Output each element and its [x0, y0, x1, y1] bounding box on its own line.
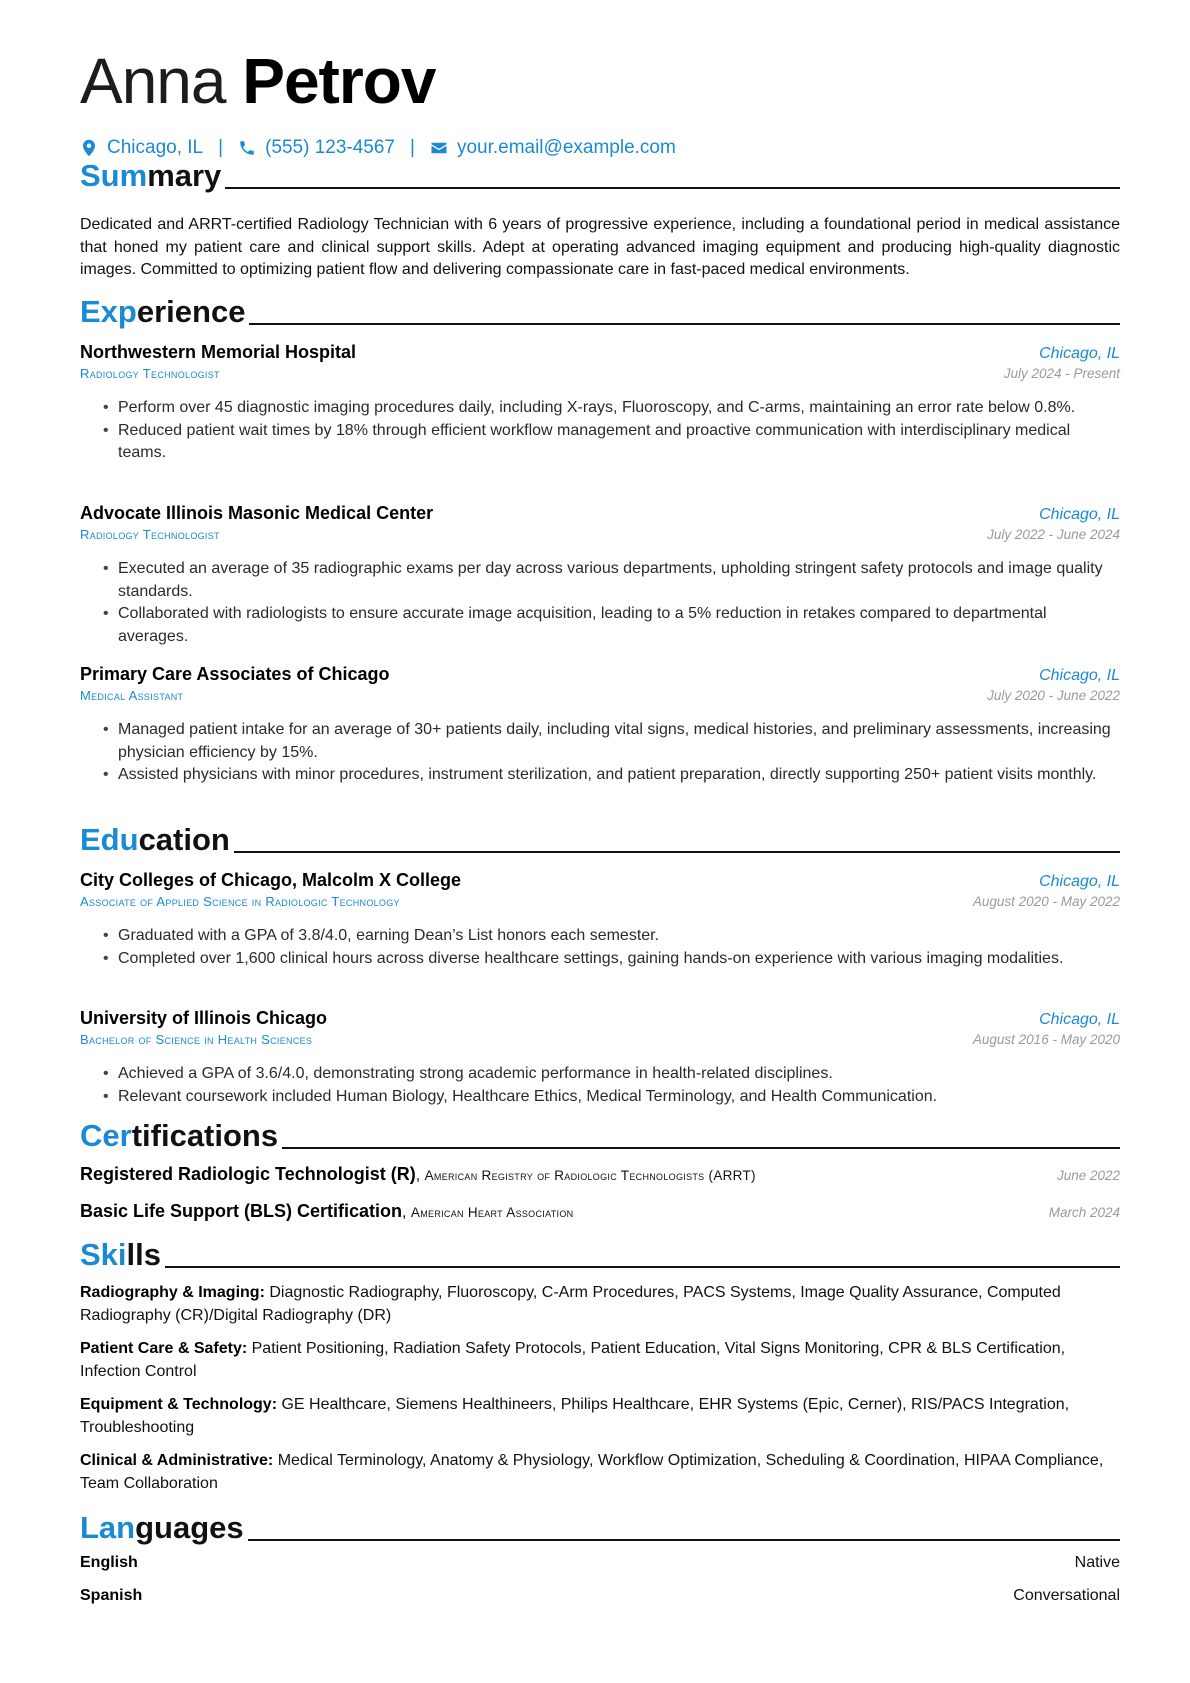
- section-heading-experience: [80, 294, 1120, 330]
- contact-location: [80, 137, 203, 159]
- section-divider: [234, 851, 1120, 853]
- section-title-rest: erience: [136, 294, 246, 329]
- candidate-name: [80, 42, 435, 120]
- skill-list: Patient Positioning, Radiation Safety Protocols, Patient Education, Vital Signs Monitoring, CPR & BLS Certification, Infection Control: [80, 1340, 1066, 1380]
- job-dates: July 2024 - Present: [1003, 366, 1120, 381]
- school-location: Chicago, IL: [1039, 873, 1120, 890]
- section-title: [80, 1237, 161, 1273]
- section-title-rest: lls: [126, 1237, 161, 1272]
- degree-title: Bachelor of Science in Health Sciences: [80, 1032, 313, 1047]
- skill-list: Diagnostic Radiography, Fluoroscopy, C-Arm Procedures, PACS Systems, Image Quality Assurance, Computed Radiography (CR)/Digital Radiography (DR): [80, 1284, 1061, 1324]
- location-text: Chicago, IL: [107, 137, 204, 158]
- section-title: [80, 1510, 244, 1546]
- skill-label: Patient Care & Safety:: [80, 1340, 248, 1357]
- language-level: Native: [1074, 1554, 1120, 1571]
- employer-name: Primary Care Associates of Chicago: [80, 664, 390, 684]
- skill-label: Radiography & Imaging:: [80, 1284, 265, 1301]
- contact-phone[interactable]: [238, 137, 395, 159]
- experience-entry: [80, 342, 1120, 381]
- employer-name: Northwestern Memorial Hospital: [80, 342, 357, 362]
- section-title-accent: Cer: [80, 1118, 132, 1153]
- study-dates: August 2020 - May 2022: [972, 894, 1120, 909]
- contact-email[interactable]: [430, 137, 676, 159]
- cert-issuer: American Heart Association: [410, 1205, 574, 1220]
- summary-text: Dedicated and ARRT-certified Radiology Technician with 6 years of progressive experience, including a foundational period in medical assistance that honed my patient care and clinical support skills. Adept at operating advanced imaging equipment and producing high-quality diagnostic images. Committed to optimizing patient flow and delivering compassionate care in fast-paced medical environments.: [80, 216, 1120, 278]
- job-dates: July 2022 - June 2024: [987, 527, 1120, 542]
- contact-separator: |: [218, 137, 224, 158]
- list-item: • Completed over 1,600 clinical hours across diverse healthcare settings, gaining hands-on experience with various imaging modalities.: [103, 949, 1064, 967]
- bullet-list: [80, 558, 1120, 648]
- language-item: [80, 1587, 1120, 1605]
- section-title: [80, 1118, 278, 1154]
- bullet-list: [80, 719, 1120, 787]
- section-title-accent: Sum: [80, 158, 148, 193]
- experience-entry: [80, 664, 1120, 703]
- cert-issuer: American Registry of Radiologic Technologists (ARRT): [424, 1168, 756, 1183]
- skill-group: [80, 1338, 1120, 1383]
- contact-separator: |: [410, 137, 415, 158]
- skill-label: Equipment & Technology:: [80, 1396, 278, 1413]
- skill-group: [80, 1450, 1120, 1495]
- section-heading-education: [80, 822, 1120, 858]
- email-text: your.email@example.com: [456, 137, 676, 158]
- job-dates: July 2020 - June 2022: [987, 688, 1120, 703]
- last-name: Petrov: [242, 45, 436, 117]
- list-item: • Graduated with a GPA of 3.8/4.0, earning Dean’s List honors each semester.: [103, 927, 660, 944]
- bullet-list: [80, 1063, 1120, 1108]
- section-title: [80, 294, 245, 330]
- degree-title: Associate of Applied Science in Radiologic Technology: [80, 894, 400, 909]
- list-item: • Reduced patient wait times by 18% through efficient workflow management and proactive communication with interdisciplinary medical teams.: [103, 421, 1071, 461]
- section-heading-skills: [80, 1237, 1120, 1273]
- list-item: • Perform over 45 diagnostic imaging procedures daily, including X-rays, Fluoroscopy, and C-arms, maintaining an error rate below 0.8%.: [103, 399, 1076, 416]
- skill-list: Medical Terminology, Anatomy & Physiology, Workflow Optimization, Scheduling & Coordination, HIPAA Compliance, Team Collaboration: [80, 1452, 1104, 1492]
- section-title: [80, 158, 221, 194]
- job-title: Radiology Technologist: [80, 366, 220, 381]
- list-item: • Collaborated with radiologists to ensure accurate image acquisition, leading to a 5% reduction in retakes compared to departmental averages.: [103, 605, 1047, 645]
- section-divider: [249, 323, 1120, 325]
- list-item: • Relevant coursework included Human Biology, Healthcare Ethics, Medical Terminology, and Health Communication.: [103, 1087, 938, 1105]
- job-location: Chicago, IL: [1039, 506, 1120, 523]
- school-name: University of Illinois Chicago: [80, 1008, 328, 1028]
- section-heading-languages: [80, 1510, 1120, 1546]
- section-title-accent: Ski: [80, 1237, 127, 1272]
- list-item: • Managed patient intake for an average of 30+ patients daily, including vital signs, medical histories, and preliminary assessments, increasing physician efficiency by 15%.: [103, 721, 1111, 761]
- experience-entry: [80, 503, 1120, 542]
- language-name: Spanish: [80, 1587, 143, 1604]
- map-pin-icon: [80, 139, 98, 157]
- section-title-accent: Edu: [80, 822, 139, 857]
- job-location: Chicago, IL: [1039, 345, 1120, 362]
- cert-date: March 2024: [1048, 1205, 1120, 1220]
- skill-list: GE Healthcare, Siemens Healthineers, Philips Healthcare, EHR Systems (Epic, Cerner), RIS/PACS Integration, Troubleshooting: [80, 1396, 1070, 1436]
- skill-label: Clinical & Administrative:: [80, 1452, 274, 1469]
- school-location: Chicago, IL: [1039, 1011, 1120, 1028]
- school-name: City Colleges of Chicago, Malcolm X College: [80, 870, 462, 890]
- first-name: Anna: [80, 45, 226, 117]
- cert-date: June 2022: [1056, 1168, 1120, 1183]
- certification-item: Basic Life Support (BLS) Certification, American Heart Association March 2024: [80, 1201, 1120, 1221]
- cert-name: Basic Life Support (BLS) Certification: [80, 1201, 403, 1221]
- section-title-rest: guages: [135, 1510, 244, 1545]
- skill-group: [80, 1282, 1120, 1327]
- section-title-accent: Exp: [80, 294, 137, 329]
- certification-item: Registered Radiologic Technologist (R), American Registry of Radiologic Technologists (ARRT) June 2022: [80, 1164, 1120, 1184]
- phone-icon: [238, 139, 256, 157]
- section-title: [80, 822, 230, 858]
- language-item: [80, 1554, 1120, 1572]
- list-item: • Assisted physicians with minor procedures, instrument sterilization, and patient preparation, directly supporting 250+ patient visits monthly.: [103, 766, 1097, 783]
- job-title: Radiology Technologist: [80, 527, 220, 542]
- section-divider: [225, 187, 1120, 189]
- section-title-accent: Lan: [80, 1510, 136, 1545]
- education-entry: [80, 870, 1120, 909]
- section-divider: [248, 1539, 1120, 1541]
- section-heading-certifications: [80, 1118, 1120, 1154]
- skill-group: [80, 1394, 1120, 1439]
- cert-name: Registered Radiologic Technologist (R): [80, 1164, 416, 1184]
- section-title-rest: mary: [147, 158, 222, 193]
- section-title-rest: tifications: [131, 1118, 279, 1153]
- language-name: English: [80, 1554, 138, 1571]
- phone-text: (555) 123-4567: [265, 137, 395, 158]
- bullet-list: [80, 925, 1120, 970]
- study-dates: August 2016 - May 2020: [972, 1032, 1120, 1047]
- section-divider: [165, 1266, 1120, 1268]
- language-level: Conversational: [1013, 1587, 1120, 1604]
- envelope-icon: [430, 139, 448, 157]
- bullet-list: [80, 397, 1120, 465]
- education-entry: [80, 1008, 1120, 1047]
- list-item: • Achieved a GPA of 3.6/4.0, demonstrating strong academic performance in health-related disciplines.: [103, 1065, 833, 1082]
- job-title: Medical Assistant: [80, 688, 184, 703]
- employer-name: Advocate Illinois Masonic Medical Center: [80, 503, 434, 523]
- section-heading-summary: [80, 158, 1120, 194]
- list-item: • Executed an average of 35 radiographic exams per day across various departments, upholding stringent safety protocols and image quality standards.: [103, 560, 1103, 600]
- section-title-rest: cation: [138, 822, 230, 857]
- section-divider: [282, 1147, 1120, 1149]
- job-location: Chicago, IL: [1039, 667, 1120, 684]
